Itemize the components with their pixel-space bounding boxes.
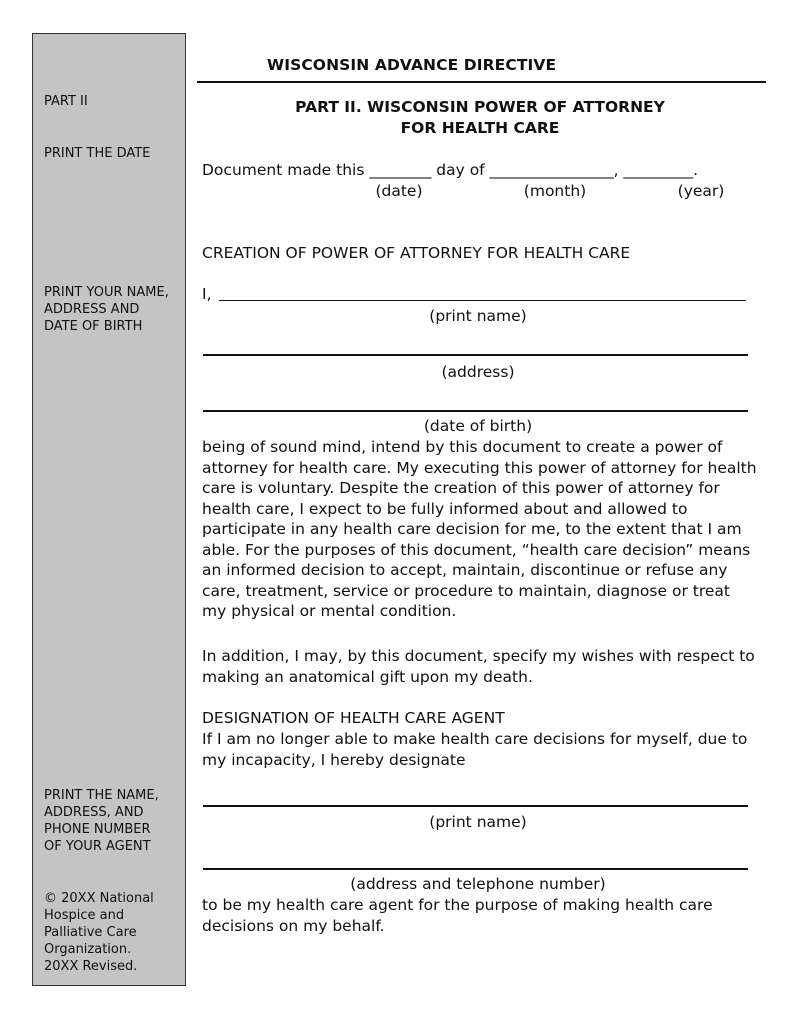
- dob-field-line[interactable]: [203, 410, 748, 412]
- agent-print-name-caption: (print name): [429, 813, 527, 831]
- agent-address-field-line[interactable]: [203, 868, 748, 870]
- header-divider: [197, 81, 766, 83]
- sidebar-print-agent-line: PRINT THE NAME,: [44, 788, 159, 803]
- date-caption: (date): [375, 182, 423, 200]
- designation-heading: DESIGNATION OF HEALTH CARE AGENT: [202, 709, 505, 727]
- sidebar-print-agent-line: PHONE NUMBER: [44, 822, 151, 837]
- sidebar-print-agent: [44, 787, 180, 855]
- creation-heading: CREATION OF POWER OF ATTORNEY FOR HEALTH CARE: [202, 244, 631, 262]
- sidebar-copyright: [44, 890, 180, 975]
- designation-intro: If I am no longer able to make health care decisions for myself, due to my incapacity, I hereby designate: [202, 730, 748, 769]
- month-caption: (month): [523, 182, 587, 200]
- name-field-line[interactable]: [219, 300, 746, 301]
- dob-caption: (date of birth): [423, 417, 533, 435]
- date-line: Document made this ________ day of ________________, _________.: [202, 161, 699, 179]
- address-field-line[interactable]: [203, 354, 748, 356]
- anatomical-gift-paragraph: In addition, I may, by this document, specify my wishes with respect to making an anatomical gift upon my death.: [202, 647, 755, 686]
- sidebar-part-label: PART II: [44, 94, 88, 109]
- sidebar-print-date: PRINT THE DATE: [44, 146, 151, 161]
- year-caption: (year): [677, 182, 725, 200]
- designation-closing: to be my health care agent for the purpose of making health care decisions on my behalf.: [202, 896, 713, 935]
- address-caption: (address): [441, 363, 515, 381]
- agent-name-field-line[interactable]: [203, 805, 748, 807]
- sidebar-print-agent-line: ADDRESS, AND: [44, 805, 144, 820]
- print-name-caption: (print name): [429, 307, 527, 325]
- sidebar-print-name-line: PRINT YOUR NAME,: [44, 285, 169, 300]
- document-title: WISCONSIN ADVANCE DIRECTIVE: [267, 56, 557, 74]
- agent-address-caption: (address and telephone number): [350, 875, 606, 893]
- sidebar-print-name-line: ADDRESS AND: [44, 302, 140, 317]
- copyright-line: Palliative Care: [44, 925, 137, 940]
- copyright-line: © 20XX National: [44, 891, 154, 906]
- sidebar-print-agent-line: OF YOUR AGENT: [44, 839, 151, 854]
- copyright-line: 20XX Revised.: [44, 959, 138, 974]
- copyright-line: Organization.: [44, 942, 132, 957]
- i-prefix: I,: [202, 285, 212, 303]
- sidebar-print-name: [44, 284, 180, 335]
- copyright-line: Hospice and: [44, 908, 125, 923]
- creation-paragraph: being of sound mind, intend by this document to create a power of attorney for health care. My executing this power of attorney for health care is voluntary. Despite the creation of this power of attorney for health care, I expect to be fully informed about and allowed to participate in any health care decision for me, to the extent that I am able. For the purposes of this document, “health care decision” means an informed decision to accept, maintain, discontinue or refuse any care, treatment, service or procedure to maintain, diagnose or treat my physical or mental condition.: [202, 438, 757, 620]
- part-title-line1: PART II. WISCONSIN POWER OF ATTORNEY: [295, 98, 665, 116]
- sidebar-instructions: [32, 33, 186, 986]
- part-title-line2: FOR HEALTH CARE: [400, 119, 560, 137]
- sidebar-print-name-line: DATE OF BIRTH: [44, 319, 143, 334]
